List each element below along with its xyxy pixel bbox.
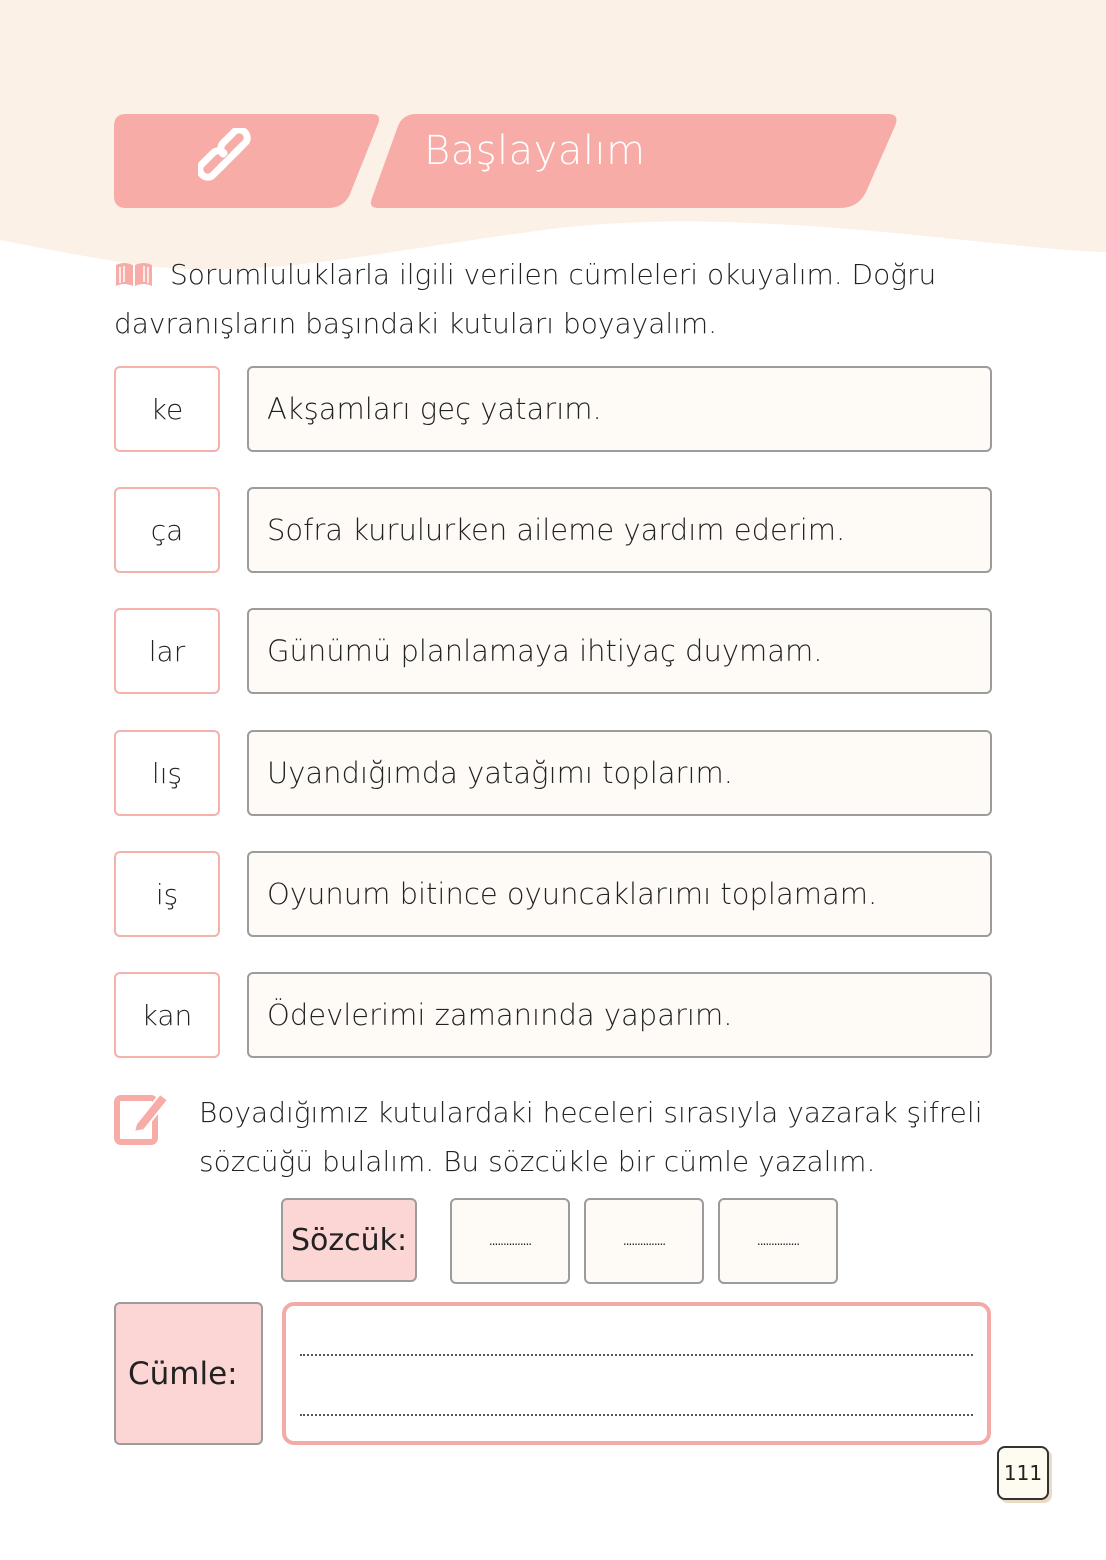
- statement-text: Ödevlerimi zamanında yaparım.: [247, 972, 992, 1058]
- statement-row: [114, 730, 992, 816]
- edit-icon: [114, 1088, 170, 1146]
- answer-line-1[interactable]: [300, 1354, 973, 1356]
- statement-row: [114, 851, 992, 937]
- section-title: Başlayalım: [424, 128, 646, 174]
- instruction-2: Boyadığımız kutulardaki heceleri sırasıyla yazarak şifreli sözcüğü bulalım. Bu sözcükle bir cümle yazalım.: [199, 1096, 983, 1178]
- statement-row: [114, 608, 992, 694]
- statement-text: Sofra kurulurken aileme yardım ederim.: [247, 487, 992, 573]
- statement-row: [114, 366, 992, 452]
- word-blank-3[interactable]: ...............: [718, 1198, 838, 1284]
- syllable-box[interactable]: kan: [114, 972, 220, 1058]
- instruction-1: Sorumluluklarla ilgili verilen cümleleri okuyalım. Doğru davranışların başındaki kutuları boyayalım.: [114, 258, 937, 340]
- statement-text: Günümü planlamaya ihtiyaç duymam.: [247, 608, 992, 694]
- statement-text: Uyandığımda yatağımı toplarım.: [247, 730, 992, 816]
- instruction-text: [114, 250, 994, 348]
- word-label: Sözcük:: [281, 1198, 417, 1282]
- link-icon: [198, 128, 260, 190]
- statement-text: Akşamları geç yatarım.: [247, 366, 992, 452]
- syllable-box[interactable]: iş: [114, 851, 220, 937]
- book-icon: [114, 261, 154, 287]
- statement-row: [114, 487, 992, 573]
- word-blank-1[interactable]: ...............: [450, 1198, 570, 1284]
- task-2: [114, 1088, 983, 1178]
- syllable-box[interactable]: lış: [114, 730, 220, 816]
- statement-row: [114, 972, 992, 1058]
- answer-line-2[interactable]: [300, 1414, 973, 1416]
- sentence-answer-box[interactable]: [282, 1302, 991, 1445]
- syllable-box[interactable]: ça: [114, 487, 220, 573]
- syllable-box[interactable]: ke: [114, 366, 220, 452]
- syllable-box[interactable]: lar: [114, 608, 220, 694]
- statement-text: Oyunum bitince oyuncaklarımı toplamam.: [247, 851, 992, 937]
- sentence-label: Cümle:: [114, 1302, 263, 1445]
- word-blank-2[interactable]: ...............: [584, 1198, 704, 1284]
- page-number: 111: [997, 1446, 1049, 1500]
